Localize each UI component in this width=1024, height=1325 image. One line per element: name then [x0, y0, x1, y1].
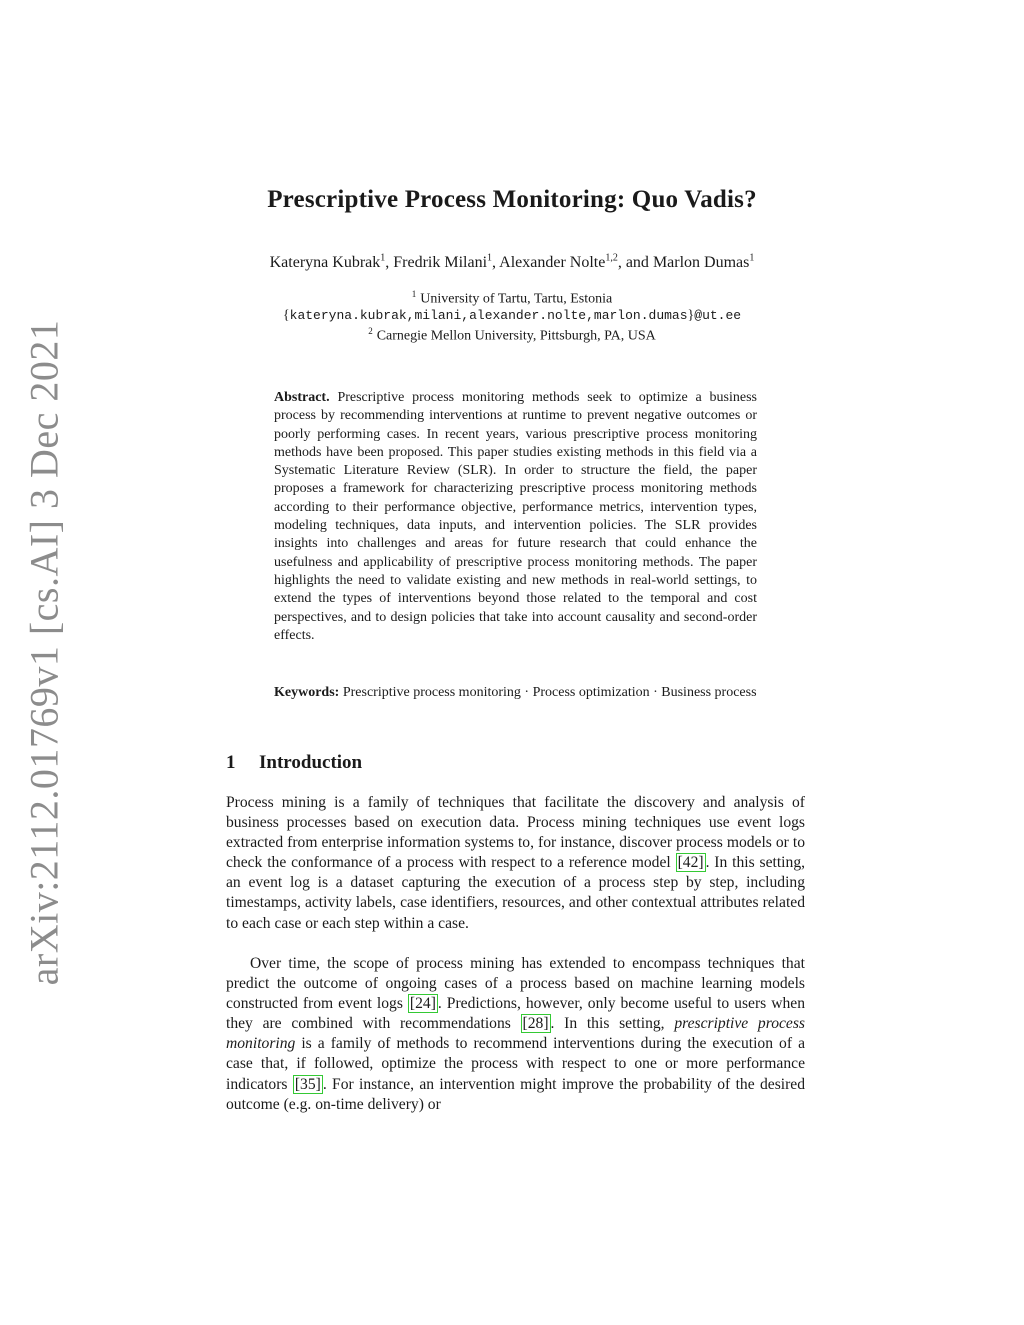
keywords-label: Keywords:	[274, 685, 340, 700]
abstract-label: Abstract.	[274, 390, 330, 405]
author-2: Fredrik Milani$^1$,	[393, 253, 500, 272]
keywords	[274, 684, 757, 702]
citation-link[interactable]: [42]	[677, 854, 704, 872]
abstract	[274, 389, 757, 645]
citation-link[interactable]: [35]	[294, 1075, 321, 1093]
affiliation-1: $^1$ University of Tartu, Tartu, Estonia	[411, 289, 613, 307]
intro-paragraph-1: Process mining is a family of techniques that facilitate the discovery and analysis of business processes based on execution data. Process mining techniques use event logs extracted from enterprise information systems to, for instance, discover process models or to check the conformance of a process with respect to a reference model [42] . In this setting, an event log is a dataset capturing the execution of a process step by step, including timestamps, activity labels, case identifiers, resources, and other contextual attributes related to each case or each step within a case.	[226, 794, 806, 932]
citation-link[interactable]: [28]	[522, 1015, 549, 1033]
keywords-text: Prescriptive process monitoring · Process optimization · Business process	[342, 685, 757, 700]
author-3: Alexander Nolte$^{1,2}$, and	[499, 253, 653, 272]
affiliation-email: {kateryna.kubrak,milani,alexander.nolte,marlon.dumas}@ut.ee	[282, 308, 742, 323]
citation-link[interactable]: [24]	[409, 995, 436, 1013]
affiliation-2: $^2$ Carnegie Mellon University, Pittsburgh, PA, USA	[368, 326, 656, 344]
section-title: Introduction	[259, 752, 363, 773]
intro-paragraph-2: Over time, the scope of process mining has extended to encompass techniques that predict the outcome of ongoing cases of a process based on machine learning models constructed from event logs [24] . Predictions, however, only become useful to users when they are combined with recommendations [28] . In this setting, prescriptive process monitoring is a family of methods to recommend interventions during the execution of a case that, if followed, optimize the process with respect to one or more performance indicators [35] . For instance, an intervention might improve the probability of the desired outcome (e.g. on-time delivery) or	[226, 955, 806, 1113]
arxiv-id: arXiv:2112.01769v1 [cs.AI] 3 Dec 2021	[21, 319, 67, 985]
section-heading	[226, 752, 362, 774]
author-1: Kateryna Kubrak$^1$,	[269, 253, 394, 272]
author-4: Marlon Dumas$^1$	[652, 253, 755, 272]
author-list	[0, 253, 1024, 272]
arxiv-sidebar	[19, 319, 69, 985]
section-number: 1	[226, 752, 236, 773]
abstract-text: Prescriptive process monitoring methods seek to optimize a business process by recommending interventions at runtime to prevent negative outcomes or poorly performing cases. In recent years, various prescriptive process monitoring methods have been proposed. This paper studies existing methods in this field via a Systematic Literature Review (SLR). In order to structure the field, the paper proposes a framework for characterizing prescriptive process monitoring methods according to their performance objective, performance metrics, intervention types, modeling techniques, data inputs, and intervention policies. The SLR provides insights into challenges and areas for future research that could enhance the usefulness and applicability of prescriptive process monitoring methods. The paper highlights the need to validate existing and new methods in real-world settings, to extend the types of interventions beyond those related to the temporal and cost perspectives, and to design policies that take into account causality and second-order effects.	[274, 390, 757, 643]
emphasis-term: prescriptive process monitoring	[226, 1015, 805, 1053]
paper-title: Prescriptive Process Monitoring: Quo Vadis?	[267, 186, 757, 213]
